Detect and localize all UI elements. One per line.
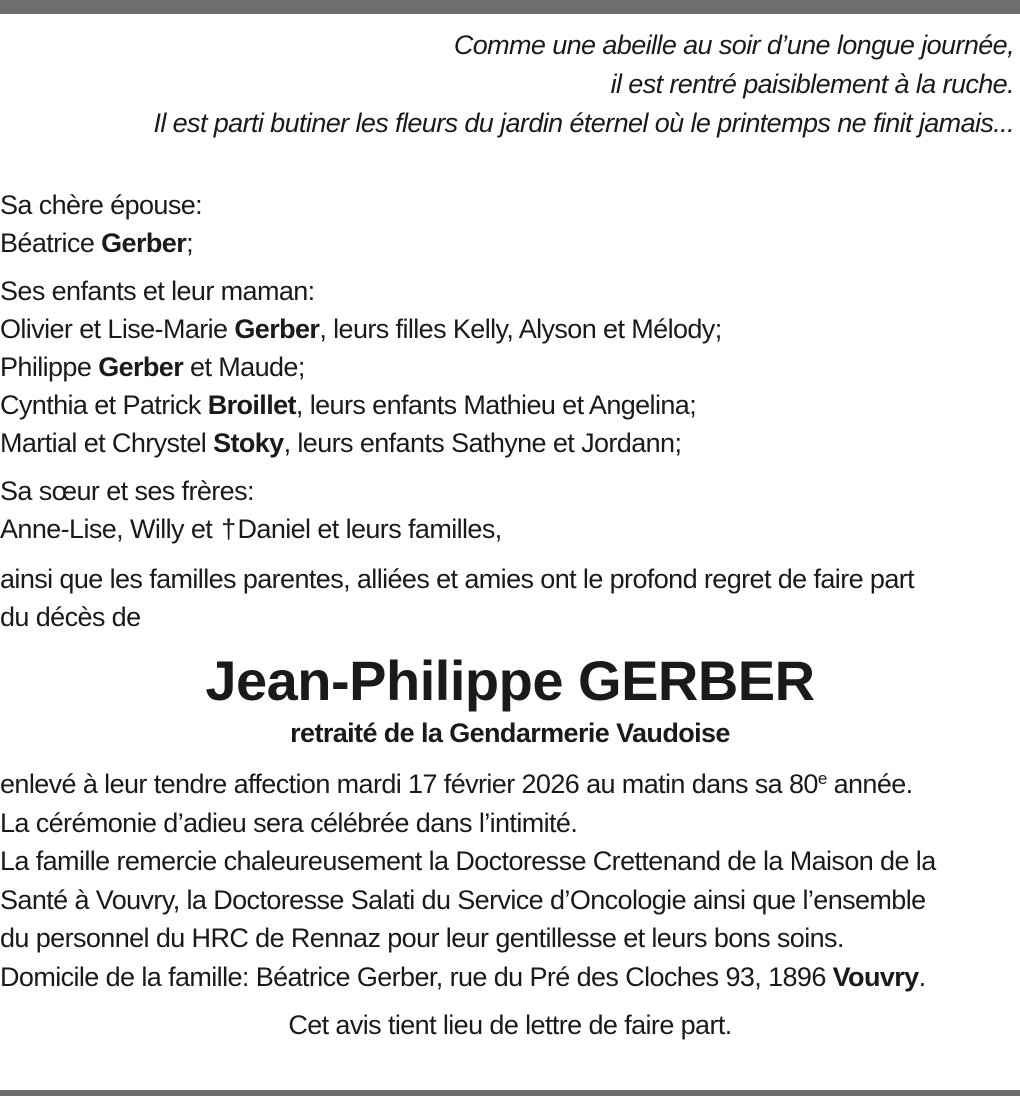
death-date-line: enlevé à leur tendre affection mardi 17 février 2026 au matin dans sa 80e année. (0, 769, 913, 799)
quote-line: Comme une abeille au soir d’une longue journée, (453, 30, 1014, 60)
children-section (0, 272, 1020, 462)
epigraph-quote (0, 26, 1020, 143)
cross-icon: † (221, 514, 236, 544)
ceremony-line: La cérémonie d’adieu sera célébrée dans l’intimité. (0, 807, 578, 838)
domicile-town: Vouvry (832, 961, 919, 992)
bottom-border-rule (0, 1090, 1020, 1096)
deceased-name: Jean-Philippe GERBER (205, 649, 815, 712)
siblings-names: Anne-Lise, Willy et †Daniel et leurs familles, (0, 510, 1020, 548)
family-name: Gerber (234, 314, 320, 344)
family-name: Stoky (213, 428, 284, 458)
top-border-rule (0, 0, 1020, 14)
announcement (0, 560, 1020, 636)
spouse-heading: Sa chère épouse: (0, 190, 203, 220)
quote-line: il est rentré paisiblement à la ruche. (610, 69, 1014, 99)
family-name: Broillet (207, 390, 296, 420)
closing-note: Cet avis tient lieu de lettre de faire part. (288, 1010, 732, 1040)
family-name: Gerber (101, 228, 187, 258)
siblings-section (0, 472, 1020, 548)
family-name: Gerber (98, 352, 184, 382)
child-family-row: Olivier et Lise-Marie Gerber, leurs filles Kelly, Alyson et Mélody; (0, 314, 722, 344)
spouse-name: Béatrice Gerber; (0, 228, 194, 258)
announcement-line: du décès de (0, 602, 141, 632)
quote-line: Il est parti butiner les fleurs du jardin éternel où le printemps ne finit jamais... (153, 108, 1014, 138)
thanks-line: du personnel du HRC de Rennaz pour leur gentillesse et leurs bons soins. (0, 923, 844, 953)
spouse-section (0, 186, 1020, 262)
child-family-row: Cynthia et Patrick Broillet, leurs enfants Mathieu et Angelina; (0, 390, 697, 420)
deceased-role: retraité de la Gendarmerie Vaudoise (290, 718, 730, 748)
child-family-row: Martial et Chrystel Stoky, leurs enfants Sathyne et Jordann; (0, 428, 682, 458)
siblings-heading: Sa sœur et ses frères: (0, 476, 254, 506)
child-family-row: Philippe Gerber et Maude; (0, 352, 305, 382)
details-paragraph (0, 765, 1020, 996)
thanks-line: La famille remercie chaleureusement la Doctoresse Crettenand de la Maison de la (0, 846, 936, 876)
death-notice (0, 26, 1020, 1044)
children-heading: Ses enfants et leur maman: (0, 276, 315, 306)
thanks-line: Santé à Vouvry, la Doctoresse Salati du Service d’Oncologie ainsi que l’ensemble (0, 884, 926, 915)
domicile-line: Domicile de la famille: Béatrice Gerber, rue du Pré des Cloches 93, 1896 Vouvry. (0, 961, 926, 992)
announcement-line: ainsi que les familles parentes, alliées et amies ont le profond regret de faire part (0, 564, 915, 594)
